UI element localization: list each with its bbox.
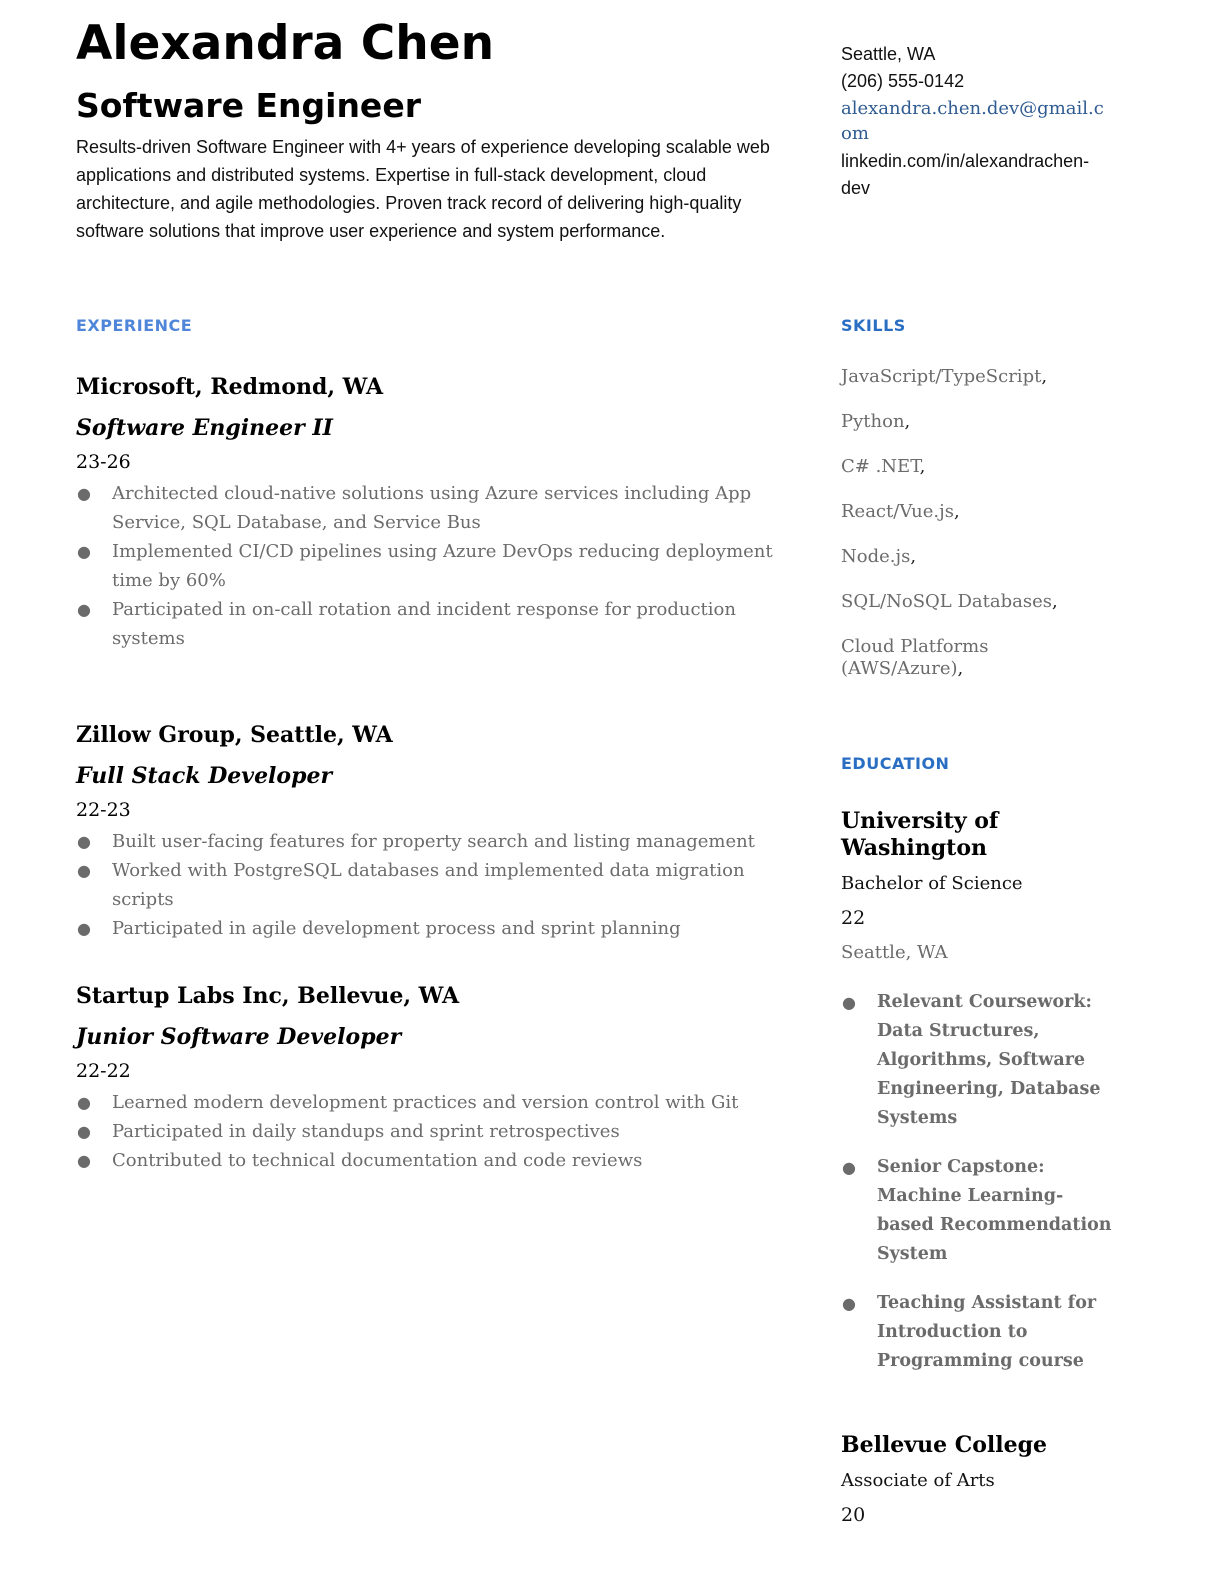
edu-degree: Bachelor of Science: [841, 873, 1023, 894]
job-entry-zillow: [76, 720, 796, 943]
list-item: ● Relevant Coursework: Data Structures, Algorithms, Software Engineering, Database Systems: [841, 988, 1113, 1133]
contact-block: [841, 41, 1113, 202]
contact-location: Seattle, WA: [841, 44, 936, 64]
experience-heading: EXPERIENCE: [76, 316, 193, 335]
job-bullet-list: [76, 479, 796, 653]
job-role: Junior Software Developer: [76, 1024, 402, 1050]
job-dates: 23-26: [76, 451, 131, 473]
list-item: ● Participated in agile development process and sprint planning: [76, 914, 796, 943]
skill-item: JavaScript/TypeScript,: [841, 366, 1048, 387]
edu-bullet-list: [841, 988, 1113, 1376]
bullet-icon: ●: [77, 1122, 91, 1141]
list-item: ● Teaching Assistant for Introduction to Programming course: [841, 1289, 1113, 1376]
job-bullet-list: [76, 1088, 796, 1175]
candidate-name: Alexandra Chen: [76, 16, 495, 71]
skills-heading: SKILLS: [841, 316, 906, 335]
job-role: Full Stack Developer: [76, 763, 333, 789]
job-bullet-list: [76, 827, 796, 943]
job-entry-startup-labs: [76, 981, 796, 1175]
bullet-icon: ●: [77, 832, 91, 851]
skill-item: Python,: [841, 411, 911, 432]
job-company: Microsoft, Redmond, WA: [76, 374, 384, 400]
job-company: Zillow Group, Seattle, WA: [76, 722, 393, 748]
bullet-icon: ●: [77, 600, 91, 619]
contact-linkedin: linkedin.com/in/alexandrachen-dev: [841, 151, 1090, 198]
edu-degree: Associate of Arts: [841, 1470, 995, 1491]
bullet-icon: ●: [77, 919, 91, 938]
contact-email-link[interactable]: alexandra.chen.dev@gmail.com: [841, 98, 1104, 144]
education-entry-bellevue: [841, 1432, 1113, 1528]
bullet-icon: ●: [77, 1093, 91, 1112]
skill-item: C# .NET,: [841, 456, 926, 477]
bullet-icon: ●: [77, 1151, 91, 1170]
bullet-icon: ●: [77, 542, 91, 561]
job-dates: 22-22: [76, 1060, 131, 1082]
edu-school: Bellevue College: [841, 1432, 1048, 1458]
job-entry-microsoft: [76, 372, 796, 653]
bullet-icon: ●: [77, 484, 91, 503]
education-entry-uw: [841, 808, 1113, 1396]
job-company: Startup Labs Inc, Bellevue, WA: [76, 983, 460, 1009]
list-item: ● Participated in on-call rotation and incident response for production systems: [76, 595, 796, 653]
candidate-title: Software Engineer: [76, 86, 421, 125]
list-item: ● Learned modern development practices and version control with Git: [76, 1088, 796, 1117]
skill-item: SQL/NoSQL Databases,: [841, 591, 1058, 612]
edu-school: University of Washington: [841, 808, 999, 861]
bullet-icon: ●: [842, 1158, 856, 1177]
list-item: ● Participated in daily standups and sprint retrospectives: [76, 1117, 796, 1146]
list-item: ● Built user-facing features for property search and listing management: [76, 827, 796, 856]
list-item: ● Implemented CI/CD pipelines using Azure DevOps reducing deployment time by 60%: [76, 537, 796, 595]
bullet-icon: ●: [842, 1294, 856, 1313]
list-item: ● Worked with PostgreSQL databases and implemented data migration scripts: [76, 856, 796, 914]
edu-year: 22: [841, 907, 866, 929]
bullet-icon: ●: [842, 993, 856, 1012]
edu-location: Seattle, WA: [841, 942, 948, 963]
skill-item: React/Vue.js,: [841, 501, 960, 522]
job-role: Software Engineer II: [76, 415, 333, 441]
list-item: ● Contributed to technical documentation and code reviews: [76, 1146, 796, 1175]
bullet-icon: ●: [77, 861, 91, 880]
skill-item: Cloud Platforms (AWS/Azure),: [841, 636, 989, 679]
list-item: ● Senior Capstone: Machine Learning-based Recommendation System: [841, 1153, 1113, 1269]
education-heading: EDUCATION: [841, 754, 950, 773]
profile-summary: Results-driven Software Engineer with 4+ years of experience developing scalable web applications and distributed systems. Expertise in full-stack development, cloud architecture, and agile methodologies. Proven track record of delivering high-quality software solutions that improve user experience and system performance.: [76, 137, 770, 241]
skills-list: [841, 366, 1111, 703]
skill-item: Node.js,: [841, 546, 917, 567]
contact-phone: (206) 555-0142: [841, 71, 965, 91]
job-dates: 22-23: [76, 799, 131, 821]
list-item: ● Architected cloud-native solutions using Azure services including App Service, SQL Database, and Service Bus: [76, 479, 796, 537]
edu-year: 20: [841, 1504, 866, 1526]
